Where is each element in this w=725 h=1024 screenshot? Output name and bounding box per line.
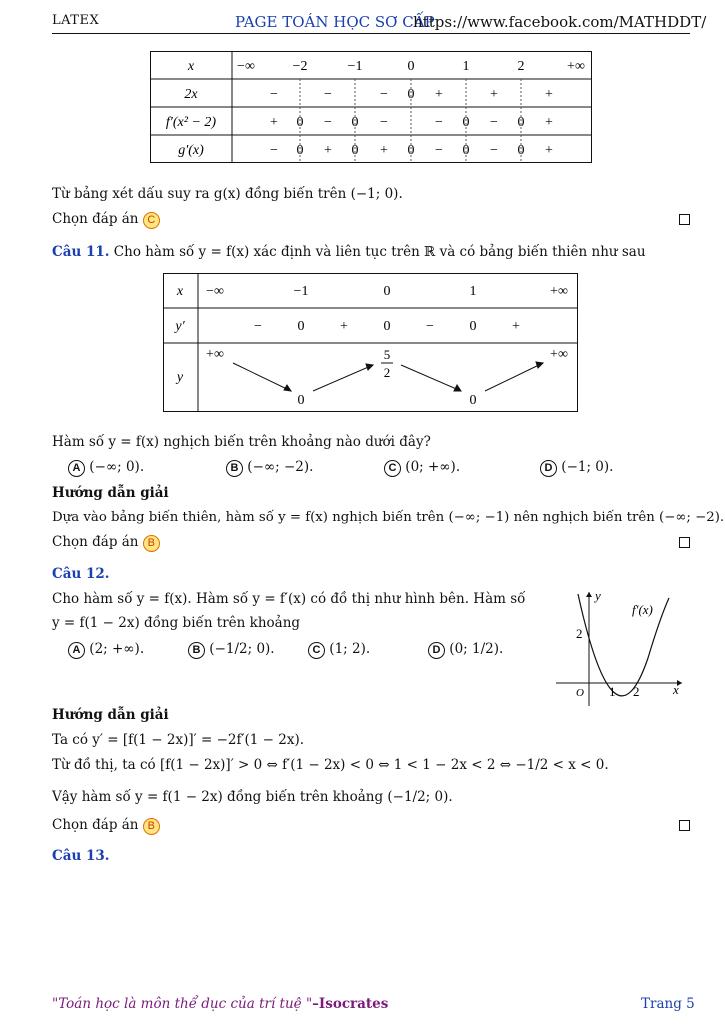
q10-qed-box [679, 214, 690, 225]
q12-option-b[interactable]: B (−1/2; 0). [188, 641, 275, 659]
svg-text:+: + [545, 87, 553, 102]
q11-qed-box [679, 537, 690, 548]
svg-text:−∞: −∞ [206, 284, 224, 299]
svg-text:+: + [545, 115, 553, 130]
row-2x-label: 2x [184, 87, 198, 102]
graph-x-label: x [673, 682, 679, 697]
svg-text:−: − [324, 87, 332, 102]
svg-text:1: 1 [469, 284, 477, 299]
svg-text:+∞: +∞ [206, 347, 224, 362]
svg-text:2: 2 [383, 365, 391, 380]
q12-solution-title: Hướng dẫn giải [52, 707, 169, 723]
graph-curve-label: f′(x) [632, 602, 653, 617]
sign-table [150, 51, 592, 163]
svg-text:0: 0 [297, 319, 305, 334]
sign-table-x-label: x [187, 59, 195, 74]
graph-origin: O [576, 687, 584, 699]
footer-quote: "Toán học là môn thể dục của trí tuệ "–Isocrates [52, 996, 389, 1012]
q11-option-b[interactable]: B (−∞; −2). [226, 459, 313, 477]
svg-text:5: 5 [383, 347, 391, 362]
q12-choose: Chọn đáp án B [52, 817, 160, 835]
svg-text:−: − [490, 115, 498, 130]
q12-qed-box [679, 820, 690, 831]
svg-text:+: + [545, 143, 553, 158]
q12-option-d[interactable]: D (0; 1/2). [428, 641, 503, 659]
svg-text:+∞: +∞ [550, 284, 568, 299]
svg-text:0: 0 [296, 115, 304, 130]
svg-text:−1: −1 [293, 284, 309, 299]
q11-solution-title: Hướng dẫn giải [52, 485, 169, 501]
svg-text:−: − [380, 87, 388, 102]
q12-sol3: Vậy hàm số y = f(1 − 2x) đồng biến trên khoảng (−1/2; 0). [52, 789, 453, 805]
svg-text:−: − [435, 115, 443, 130]
q11-answer-badge: B [143, 535, 160, 552]
fprime-graph [552, 588, 687, 708]
q12-sol2: Từ đồ thị, ta có [f(1 − 2x)]′ > 0 ⇔ f′(1 − 2x) < 0 ⇔ 1 < 1 − 2x < 2 ⇔ −1/2 < x < 0. [52, 757, 609, 773]
q10-conclusion: Từ bảng xét dấu suy ra g(x) đồng biến trên (−1; 0). [52, 186, 403, 202]
svg-text:−: − [490, 143, 498, 158]
graph-y-label: y [595, 588, 601, 603]
graph-tick-x1: 1 [609, 684, 616, 699]
vt-yprime-label: y′ [175, 319, 185, 334]
footer-page-number: Trang 5 [641, 996, 695, 1012]
q11-option-c[interactable]: C (0; +∞). [384, 459, 460, 477]
svg-text:0: 0 [462, 115, 470, 130]
q12-text1: Cho hàm số y = f(x). Hàm số y = f′(x) có đồ thị như hình bên. Hàm số [52, 591, 526, 607]
q11-option-d[interactable]: D (−1; 0). [540, 459, 613, 477]
q12-option-a[interactable]: A (2; +∞). [68, 641, 144, 659]
q11-choose: Chọn đáp án B [52, 534, 160, 552]
svg-text:+: + [490, 87, 498, 102]
svg-text:+: + [380, 143, 388, 158]
svg-text:−: − [380, 115, 388, 130]
svg-text:0: 0 [407, 87, 415, 102]
sign-x-3: 0 [407, 59, 415, 74]
svg-text:−: − [254, 319, 262, 334]
svg-text:+: + [340, 319, 348, 334]
svg-text:0: 0 [517, 115, 525, 130]
svg-text:0: 0 [383, 319, 391, 334]
svg-text:0: 0 [383, 284, 391, 299]
q11-label: Câu 11. [52, 244, 110, 260]
sign-x-6: +∞ [567, 59, 585, 74]
q11-solution: Dựa vào bảng biến thiên, hàm số y = f(x) nghịch biến trên (−∞; −1) nên nghịch biến trên (−∞; −2). [52, 510, 725, 525]
svg-text:0: 0 [407, 143, 415, 158]
svg-text:0: 0 [296, 143, 304, 158]
header-logo: LATEX [52, 13, 100, 28]
sign-x-5: 2 [517, 59, 525, 74]
sign-x-1: −2 [292, 59, 308, 74]
svg-text:+: + [435, 87, 443, 102]
q12-option-c[interactable]: C (1; 2). [308, 641, 370, 659]
vt-y-label: y [176, 370, 184, 385]
graph-tick-y: 2 [576, 626, 583, 641]
q12-label: Câu 12. [52, 566, 110, 582]
svg-text:0: 0 [469, 319, 477, 334]
sign-x-4: 1 [462, 59, 470, 74]
svg-text:0: 0 [351, 115, 359, 130]
svg-text:−: − [270, 87, 278, 102]
header-page-name: PAGE TOÁN HỌC SƠ CẤP [235, 13, 435, 31]
svg-text:+: + [512, 319, 520, 334]
svg-text:0: 0 [469, 393, 477, 408]
variation-table [163, 273, 578, 412]
row-gprime-label: g′(x) [178, 143, 204, 158]
header-rule [52, 33, 690, 34]
svg-text:0: 0 [351, 143, 359, 158]
svg-text:+: + [270, 115, 278, 130]
svg-text:0: 0 [517, 143, 525, 158]
svg-text:+: + [324, 143, 332, 158]
q12-answer-badge: B [143, 818, 160, 835]
q12-text2: y = f(1 − 2x) đồng biến trên khoảng [52, 615, 301, 631]
svg-text:−: − [270, 143, 278, 158]
q10-answer-badge: C [143, 212, 160, 229]
q11-text: Câu 11. Cho hàm số y = f(x) xác định và liên tục trên ℝ và có bảng biến thiên như sau [52, 244, 646, 260]
q11-option-a[interactable]: A (−∞; 0). [68, 459, 144, 477]
sign-x-2: −1 [347, 59, 363, 74]
q12-sol1: Ta có y′ = [f(1 − 2x)]′ = −2f′(1 − 2x). [52, 732, 305, 748]
q10-choose: Chọn đáp án C [52, 211, 160, 229]
svg-text:−: − [324, 115, 332, 130]
q13-label: Câu 13. [52, 848, 110, 864]
q11-question: Hàm số y = f(x) nghịch biến trên khoảng nào dưới đây? [52, 434, 431, 450]
svg-text:−: − [426, 319, 434, 334]
svg-text:−: − [435, 143, 443, 158]
graph-tick-x2: 2 [633, 684, 640, 699]
row-fprime-label: f′(x² − 2) [165, 115, 217, 130]
sign-x-0: −∞ [237, 59, 255, 74]
svg-text:+∞: +∞ [550, 347, 568, 362]
svg-text:0: 0 [462, 143, 470, 158]
vt-x-label: x [176, 284, 184, 299]
header-url[interactable]: https://www.facebook.com/MATHDDT/ [413, 13, 707, 31]
svg-text:0: 0 [297, 393, 305, 408]
